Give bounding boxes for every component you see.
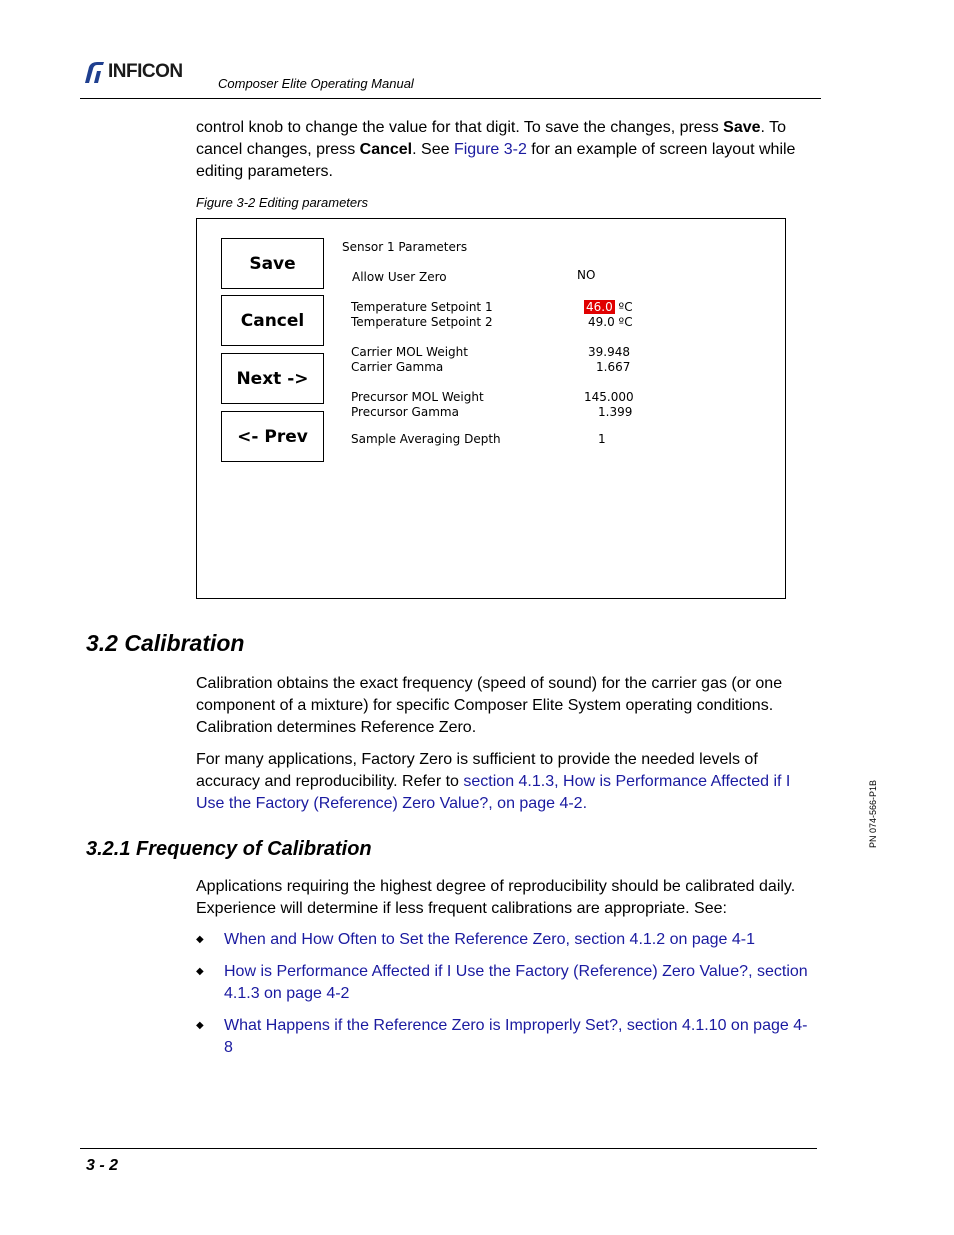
- inficon-logo: [82, 60, 183, 84]
- next-button[interactable]: Next ->: [221, 353, 324, 404]
- temp-setpoint-2-unit: ºC: [618, 315, 633, 329]
- frequency-paragraph: Applications requiring the highest degree of reproducibility should be calibrated daily. Experience will determine if less frequent calibrations are appropriate. See:: [196, 878, 796, 917]
- save-button[interactable]: Save: [221, 238, 324, 289]
- sample-averaging-depth-value[interactable]: 1: [598, 432, 606, 446]
- calibration-paragraph-2: [196, 749, 816, 815]
- temp-setpoint-2-field[interactable]: [588, 315, 633, 329]
- carrier-mol-weight-label: Carrier MOL Weight: [351, 345, 468, 359]
- header-rule: [80, 98, 821, 99]
- intro-text-4: for an example of screen layout while editing parameters.: [196, 141, 796, 180]
- calibration-paragraph-2-text: For many applications, Factory Zero is sufficient to provide the needed levels of accuracy and reproducibility. Refer to: [196, 751, 758, 790]
- intro-text-2: . To cancel changes, press: [196, 119, 787, 158]
- temp-setpoint-1-value[interactable]: 46.0: [586, 300, 613, 314]
- diamond-bullet-icon: ◆: [196, 1020, 204, 1031]
- precursor-gamma-label: Precursor Gamma: [351, 405, 459, 419]
- figure-caption: Figure 3-2 Editing parameters: [196, 195, 368, 210]
- allow-user-zero-value[interactable]: NO: [577, 268, 596, 282]
- intro-cancel-term: Cancel: [359, 141, 413, 158]
- section-4-1-3-link[interactable]: section 4.1.3, How is Performance Affected if I Use the Factory (Reference) Zero Value?, on page 4-2.: [196, 773, 791, 812]
- manual-title: Composer Elite Operating Manual: [218, 76, 414, 91]
- prev-button[interactable]: <- Prev: [221, 411, 324, 462]
- calibration-paragraph-1: Calibration obtains the exact frequency (speed of sound) for the carrier gas (or one component of a mixture) for specific Composer Elite System operating conditions. Calibration determines Reference Zero.: [196, 675, 783, 736]
- sample-averaging-depth-label: Sample Averaging Depth: [351, 432, 501, 446]
- section-4-1-2-link[interactable]: When and How Often to Set the Reference Zero, section 4.1.2 on page 4-1: [224, 931, 755, 948]
- cancel-button[interactable]: Cancel: [221, 295, 324, 346]
- section-4-1-10-link[interactable]: What Happens if the Reference Zero is Improperly Set?, section 4.1.10 on page 4-8: [224, 1017, 808, 1056]
- bullet-item: [196, 929, 816, 951]
- temp-setpoint-1-field[interactable]: [584, 300, 633, 314]
- brand-name: INFICON: [108, 61, 183, 82]
- carrier-gamma-label: Carrier Gamma: [351, 360, 444, 374]
- part-number: PN 074-566-P1B: [868, 779, 878, 848]
- editing-parameters-figure: [196, 218, 786, 599]
- section-4-1-3-bullet-link[interactable]: How is Performance Affected if I Use the Factory (Reference) Zero Value?, section 4.1.3 on page 4-2: [224, 963, 808, 1002]
- inficon-logo-icon: [82, 61, 106, 83]
- params-title: Sensor 1 Parameters: [342, 240, 468, 254]
- figure-3-2-link[interactable]: Figure 3-2: [453, 141, 527, 158]
- intro-save-term: Save: [723, 119, 761, 136]
- precursor-mol-weight-label: Precursor MOL Weight: [351, 390, 484, 404]
- temp-setpoint-1-label: Temperature Setpoint 1: [351, 300, 493, 314]
- page-number: 3 - 2: [86, 1157, 119, 1174]
- bullet-item: [196, 1015, 816, 1059]
- diamond-bullet-icon: ◆: [196, 966, 204, 977]
- section-3-2-1-heading: 3.2.1 Frequency of Calibration: [86, 838, 372, 860]
- footer-rule: [80, 1148, 817, 1149]
- carrier-gamma-value[interactable]: 1.667: [596, 360, 631, 374]
- temp-setpoint-2-label: Temperature Setpoint 2: [351, 315, 493, 329]
- temp-setpoint-2-value[interactable]: 49.0: [588, 315, 615, 329]
- carrier-mol-weight-value[interactable]: 39.948: [588, 345, 630, 359]
- precursor-mol-weight-value[interactable]: 145.000: [584, 390, 634, 404]
- intro-text-1: control knob to change the value for that digit. To save the changes, press: [196, 119, 724, 136]
- intro-paragraph: [196, 117, 816, 183]
- intro-text-3: . See: [412, 141, 454, 158]
- bullet-item: [196, 961, 816, 1005]
- section-3-2-heading: 3.2 Calibration: [86, 630, 245, 656]
- diamond-bullet-icon: ◆: [196, 934, 204, 945]
- precursor-gamma-value[interactable]: 1.399: [598, 405, 633, 419]
- allow-user-zero-label: Allow User Zero: [352, 270, 447, 284]
- temp-setpoint-1-unit: ºC: [618, 300, 633, 314]
